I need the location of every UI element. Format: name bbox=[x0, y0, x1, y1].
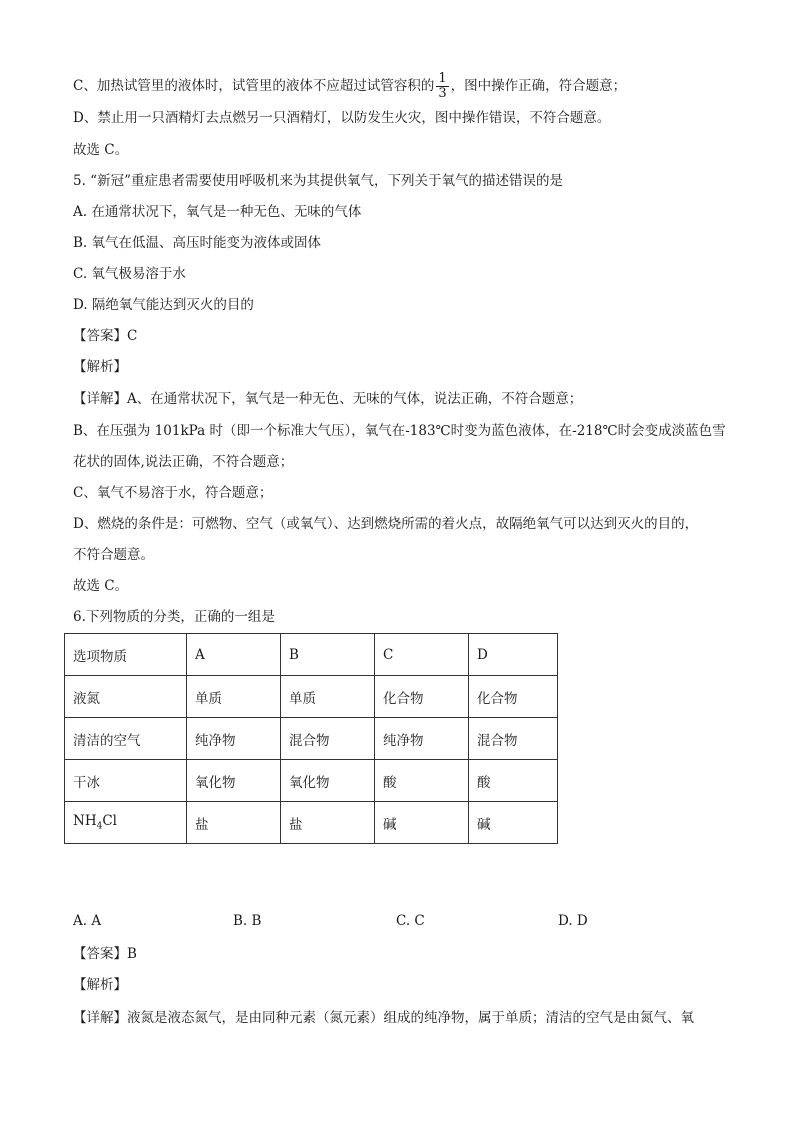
question-5-option-c: C. 氧气极易溶于水 bbox=[73, 266, 186, 282]
table-header-cell: D bbox=[469, 634, 558, 676]
question-6-option-c: C. C bbox=[396, 913, 425, 929]
detail-5-b-line1: B、在压强为 101kPa 时（即一个标准大气压），氧气在-183℃时变为蓝色液体，在-218℃时会变成淡蓝色雪 bbox=[73, 423, 726, 439]
option-c-text-post: ，图中操作正确，符合题意； bbox=[450, 78, 627, 94]
formula-tail: Cl bbox=[102, 813, 117, 830]
table-cell: 单质 bbox=[281, 676, 375, 718]
detail-5-c: C、氧气不易溶于水，符合题意； bbox=[73, 485, 273, 501]
choose-answer-5: 故选 C。 bbox=[73, 578, 129, 594]
table-cell: 纯净物 bbox=[375, 718, 469, 760]
table-cell: 酸 bbox=[469, 760, 558, 802]
detail-5-d-line2: 不符合题意。 bbox=[73, 547, 154, 563]
question-6-stem: 6.下列物质的分类，正确的一组是 bbox=[73, 609, 275, 625]
classification-table bbox=[64, 633, 558, 844]
table-header-cell: 选项物质 bbox=[65, 634, 187, 676]
detail-5-a bbox=[73, 389, 582, 409]
table-cell: 碱 bbox=[375, 802, 469, 844]
table-cell: 碱 bbox=[469, 802, 558, 844]
table-row bbox=[65, 802, 558, 844]
formula-main: NH bbox=[73, 813, 97, 830]
question-6-option-b: B. B bbox=[233, 913, 262, 929]
formula-subscript: 4 bbox=[96, 821, 103, 832]
table-cell: 化合物 bbox=[469, 676, 558, 718]
question-6-option-a: A. A bbox=[73, 913, 102, 929]
analysis-5-label: 【解析】 bbox=[73, 359, 127, 375]
detail-6 bbox=[73, 1008, 694, 1028]
fraction-numerator: 1 bbox=[438, 71, 447, 86]
question-5-option-a: A. 在通常状况下，氧气是一种无色、无味的气体 bbox=[73, 204, 362, 220]
answer-value: C bbox=[127, 328, 138, 344]
question-5-option-b: B. 氧气在低温、高压时能变为液体或固体 bbox=[73, 235, 322, 251]
option-d-explanation: D、禁止用一只酒精灯去点燃另一只酒精灯，以防发生火灾，图中操作错误，不符合题意。 bbox=[73, 110, 611, 126]
answer-5 bbox=[73, 326, 137, 346]
table-cell: 纯净物 bbox=[187, 718, 281, 760]
answer-label: 【答案】 bbox=[73, 946, 127, 962]
detail-text: 液氮是液态氮气，是由同种元素（氮元素）组成的纯净物，属于单质；清洁的空气是由氮气、氧 bbox=[127, 1010, 694, 1026]
table-cell: 清洁的空气 bbox=[65, 718, 187, 760]
detail-label: 【详解】 bbox=[73, 1010, 127, 1026]
question-5-stem: 5. “新冠”重症患者需要使用呼吸机来为其提供氧气，下列关于氧气的描述错误的是 bbox=[73, 173, 563, 189]
table-cell: 化合物 bbox=[375, 676, 469, 718]
detail-label: 【详解】 bbox=[73, 391, 127, 407]
fraction-denominator: 3 bbox=[438, 86, 447, 101]
detail-5-b-line2: 花状的固体,说法正确，不符合题意； bbox=[73, 454, 294, 470]
answer-label: 【答案】 bbox=[73, 328, 127, 344]
choose-answer-4: 故选 C。 bbox=[73, 142, 129, 158]
answer-6 bbox=[73, 944, 137, 964]
answer-value: B bbox=[127, 946, 137, 962]
option-c-explanation bbox=[73, 72, 626, 101]
table-cell-formula bbox=[65, 802, 187, 844]
table-cell: 混合物 bbox=[281, 718, 375, 760]
analysis-6-label: 【解析】 bbox=[73, 977, 127, 993]
detail-text: A、在通常状况下，氧气是一种无色、无味的气体，说法正确，不符合题意； bbox=[127, 391, 583, 407]
table-header-row bbox=[65, 634, 558, 676]
question-5-option-d: D. 隔绝氧气能达到灭火的目的 bbox=[73, 297, 254, 313]
table-cell: 混合物 bbox=[469, 718, 558, 760]
table-header-cell: A bbox=[187, 634, 281, 676]
table-row bbox=[65, 718, 558, 760]
table-cell: 盐 bbox=[187, 802, 281, 844]
table-cell: 盐 bbox=[281, 802, 375, 844]
table-header-cell: B bbox=[281, 634, 375, 676]
table-cell: 干冰 bbox=[65, 760, 187, 802]
fraction-one-third bbox=[436, 72, 448, 101]
table-cell: 液氮 bbox=[65, 676, 187, 718]
detail-5-d-line1: D、燃烧的条件是：可燃物、空气（或氧气）、达到燃烧所需的着火点，故隔绝氧气可以达到灭火的目的， bbox=[73, 516, 699, 532]
table-row bbox=[65, 676, 558, 718]
table-cell: 氧化物 bbox=[281, 760, 375, 802]
option-c-text-pre: C、加热试管里的液体时，试管里的液体不应超过试管容积的 bbox=[73, 78, 435, 94]
table-cell: 单质 bbox=[187, 676, 281, 718]
table-cell: 氧化物 bbox=[187, 760, 281, 802]
table-header-cell: C bbox=[375, 634, 469, 676]
question-6-option-d: D. D bbox=[558, 913, 588, 929]
table-cell: 酸 bbox=[375, 760, 469, 802]
table-row bbox=[65, 760, 558, 802]
